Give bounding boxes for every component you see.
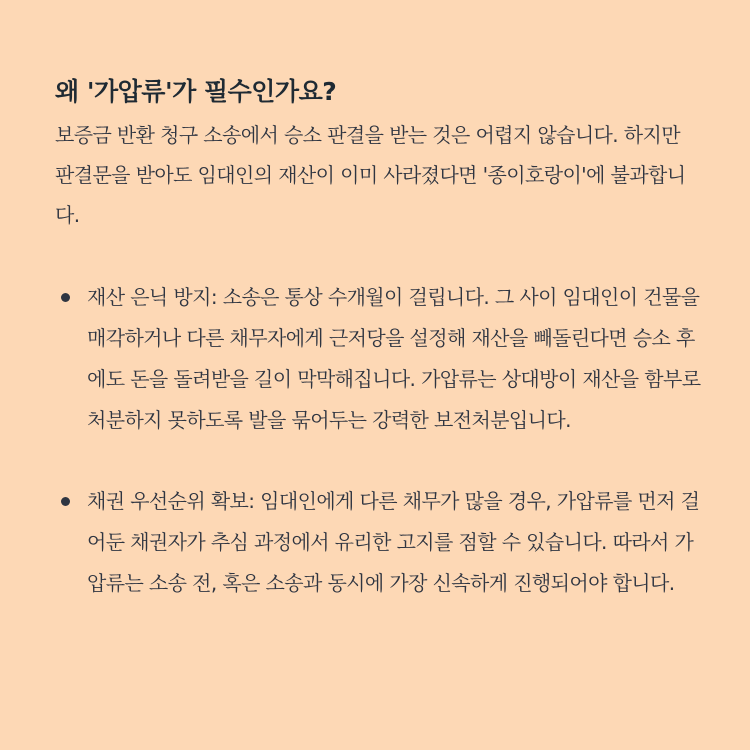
bullet-dot-icon — [61, 293, 70, 302]
content-card — [55, 75, 705, 604]
section-title: 왜 '가압류'가 필수인가요? — [55, 77, 337, 106]
intro-paragraph: 보증금 반환 청구 소송에서 승소 판결을 받는 것은 어렵지 않습니다. 하지만 판결문을 받아도 임대인의 재산이 이미 사라졌다면 '종이호랑이'에 불과합니다. — [55, 123, 686, 227]
bullet-list — [55, 277, 705, 604]
bullet-item-asset-concealment — [55, 277, 705, 441]
bullet-item-creditor-priority — [55, 481, 705, 604]
bullet-dot-icon — [61, 497, 70, 506]
bullet-text: 재산 은닉 방지: 소송은 통상 수개월이 걸립니다. 그 사이 임대인이 건물을 매각하거나 다른 채무자에게 근저당을 설정해 재산을 빼돌린다면 승소 후에도 돈을 돌려받을 길이 막막해집니다. 가압류는 상대방이 재산을 함부로 처분하지 못하도록 발을 묶어두는 강력한 보전처분입니다. — [87, 285, 701, 432]
bullet-text: 채권 우선순위 확보: 임대인에게 다른 채무가 많을 경우, 가압류를 먼저 걸어둔 채권자가 추심 과정에서 유리한 고지를 점할 수 있습니다. 따라서 가압류는 소송 전, 혹은 소송과 동시에 가장 신속하게 진행되어야 합니다. — [87, 489, 700, 595]
